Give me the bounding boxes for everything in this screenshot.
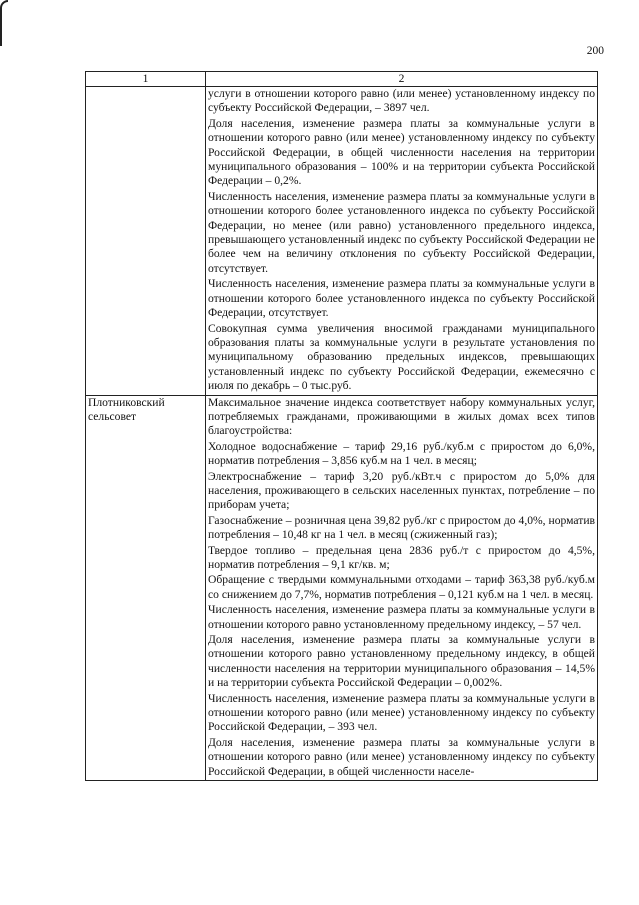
page-number: 200	[586, 45, 604, 57]
municipality-cell	[86, 87, 206, 396]
paragraph: Численность населения, изменение размера платы за коммунальные услуги в отношении которого более установленного индекса по субъекту Российской Федерации, но менее (или равно) установленного предельного индекса, превышающего установленный индекс по субъекту Российской Федерации не более чем на величину отклонения по субъекту Российской Федерации, отсутствует.	[208, 189, 595, 275]
paragraph: Численность населения, изменение размера платы за коммунальные услуги в отношении которого более установленного индекса по субъекту Российской Федерации, отсутствует.	[208, 277, 595, 320]
table-row	[86, 87, 598, 396]
paragraph: Обращение с твердыми коммунальными отходами – тариф 363,38 руб./куб.м со снижением до 7,7%, норматив потребления – 0,121 куб.м на 1 чел. в месяц.	[208, 573, 595, 601]
description-cell	[206, 395, 598, 781]
table-row	[86, 395, 598, 781]
paragraph: Совокупная сумма увеличения вносимой гражданами муниципального образования платы за коммунальные услуги в результате установления по муниципальному образованию предельных индексов, превышающих установленный индекс по субъекту Российской Федерации, ежемесячно с июля по декабрь – 0 тыс.руб.	[208, 321, 595, 393]
paragraph: Максимальное значение индекса соответствует набору коммунальных услуг, потребляемых гражданами, проживающими в жилых домах всех типов благоустройства:	[208, 395, 595, 438]
paragraph: Холодное водоснабжение – тариф 29,16 руб./куб.м с приростом до 6,0%, норматив потребления – 3,856 куб.м на 1 чел. в месяц;	[208, 439, 595, 468]
paragraph: услуги в отношении которого равно (или менее) установленному индексу по субъекту Российской Федерации, – 3897 чел.	[208, 87, 595, 115]
paragraph: Численность населения, изменение размера платы за коммунальные услуги в отношении которого равно установленному предельному индексу, – 57 чел.	[208, 603, 595, 631]
paragraph: Доля населения, изменение размера платы за коммунальные услуги в отношении которого равно установленному предельному индексу, в общей численности населения на территории муниципального образования – 14,5% и на территории субъекта Российской Федерации – 0,002%.	[208, 633, 595, 690]
paragraph: Газоснабжение – розничная цена 39,82 руб./кг с приростом до 4,0%, норматив потребления – 10,48 кг на 1 чел. в месяц (сжиженный газ);	[208, 513, 595, 542]
page-corner-mark	[0, 0, 8, 46]
table-header-row	[86, 72, 598, 87]
paragraph: Доля населения, изменение размера платы за коммунальные услуги в отношении которого равно (или менее) установленному индексу по субъекту Российской Федерации, в общей численности населения на территории муниципального образования – 100% и на территории субъекта Российской Федерации – 0,2%.	[208, 116, 595, 188]
document-table	[85, 71, 598, 781]
description-cell	[206, 87, 598, 396]
paragraph: Твердое топливо – предельная цена 2836 руб./т с приростом до 4,5%, норматив потребления – 9,1 кг/кв. м;	[208, 543, 595, 571]
municipality-cell: Плотниковский сельсовет	[86, 395, 206, 781]
column-header-1: 1	[86, 72, 206, 87]
paragraph: Доля населения, изменение размера платы за коммунальные услуги в отношении которого равно (или менее) установленному индексу по субъекту Российской Федерации, в общей численности населе-	[208, 735, 595, 778]
paragraph: Численность населения, изменение размера платы за коммунальные услуги в отношении которого равно (или менее) установленному индексу по субъекту Российской Федерации, – 393 чел.	[208, 691, 595, 734]
paragraph: Электроснабжение – тариф 3,20 руб./кВт.ч с приростом до 5,0% для населения, проживающего в сельских населенных пунктах, потребление – по приборам учета;	[208, 469, 595, 512]
column-header-2: 2	[206, 72, 598, 87]
